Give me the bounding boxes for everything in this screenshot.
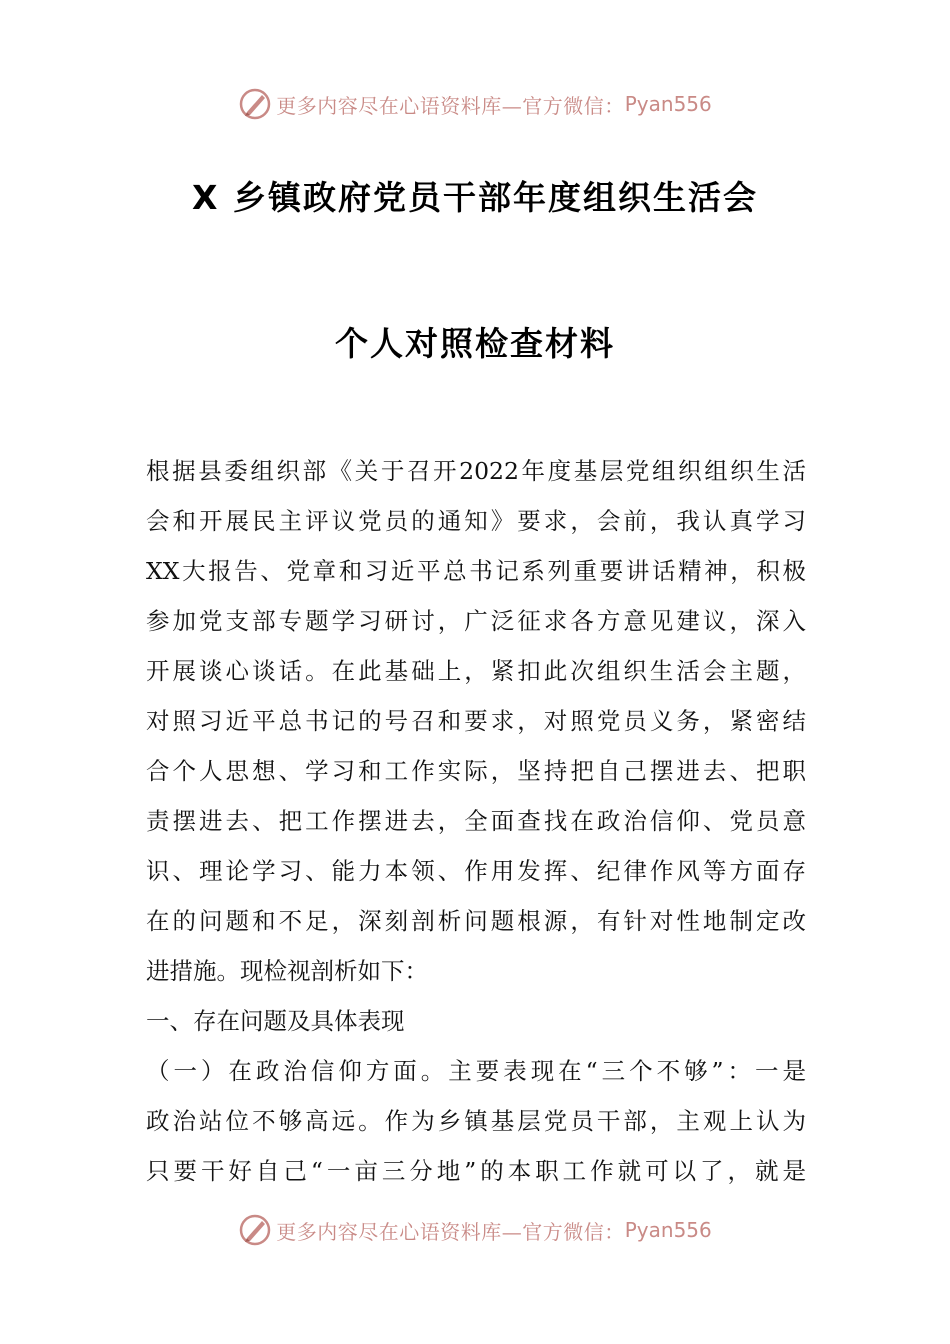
body-line: 参加党支部专题学习研讨，广泛征求各方意见建议，深入 xyxy=(146,607,806,635)
body-line: 开展谈心谈话。在此基础上，紧扣此次组织生活会主题， xyxy=(146,657,806,685)
body-line: 只要干好自己“一亩三分地”的本职工作就可以了，就是 xyxy=(146,1157,806,1185)
document-title-line-1: X 乡镇政府党员干部年度组织生活会 xyxy=(192,178,758,217)
body-line: 政治站位不够高远。作为乡镇基层党员干部，主观上认为 xyxy=(146,1107,806,1135)
section-heading: 一、存在问题及具体表现 xyxy=(146,1007,405,1035)
body-line: 对照习近平总书记的号召和要求，对照党员义务，紧密结 xyxy=(146,707,806,735)
body-line: 根据县委组织部《关于召开2022年度基层党组织组织生活 xyxy=(146,457,806,485)
body-line: （一）在政治信仰方面。主要表现在“三个不够”：一是 xyxy=(146,1057,806,1085)
body-line: 合个人思想、学习和工作实际，坚持把自己摆进去、把职 xyxy=(146,757,806,785)
banner-wechat-id: Pyan556 xyxy=(624,1218,712,1242)
banner-wechat-id: Pyan556 xyxy=(624,92,712,116)
footer-watermark-banner xyxy=(0,1210,950,1250)
body-line: 会和开展民主评议党员的通知》要求，会前，我认真学习 xyxy=(146,507,806,535)
banner-text: 更多内容尽在心语资料库—官方微信： xyxy=(276,1219,625,1244)
body-line: 识、理论学习、能力本领、作用发挥、纪律作风等方面存 xyxy=(146,857,806,885)
body-line: 在的问题和不足，深刻剖析问题根源，有针对性地制定改 xyxy=(146,907,806,935)
pen-logo-icon xyxy=(238,87,272,121)
document-title-line-2: 个人对照检查材料 xyxy=(335,324,615,363)
pen-logo-icon xyxy=(238,1213,272,1247)
body-line: 责摆进去、把工作摆进去，全面查找在政治信仰、党员意 xyxy=(146,807,806,835)
document-body xyxy=(146,446,806,1196)
body-line: XX大报告、党章和习近平总书记系列重要讲话精神，积极 xyxy=(146,557,806,585)
header-watermark-banner xyxy=(0,84,950,124)
body-line: 进措施。现检视剖析如下： xyxy=(146,957,428,985)
banner-text: 更多内容尽在心语资料库—官方微信： xyxy=(276,93,625,118)
